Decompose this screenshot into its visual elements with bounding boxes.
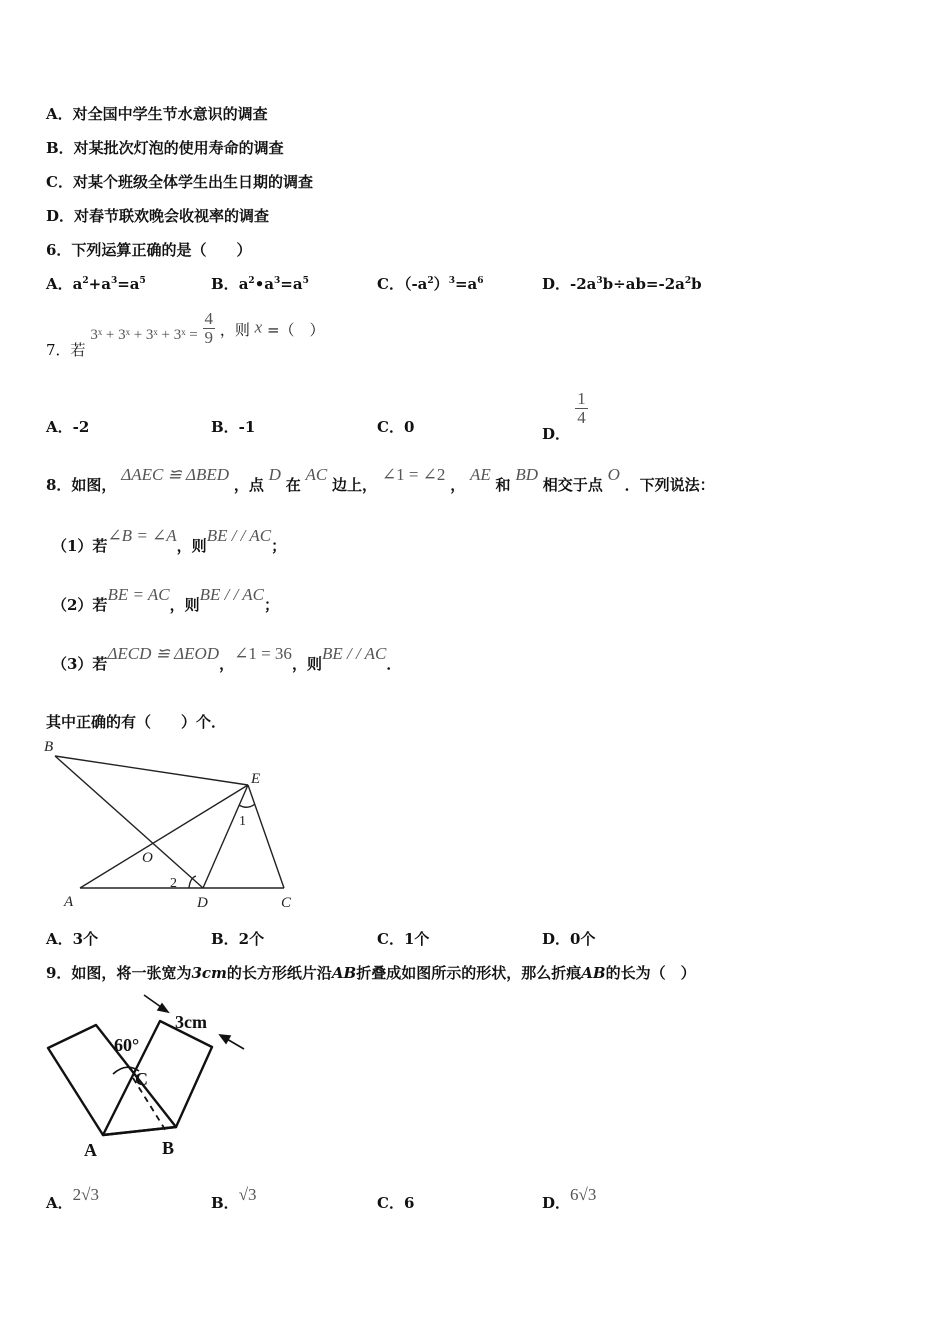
label-B: B [44,739,54,755]
q8-statement-3: （3）若ΔECD ≌ ΔEOD，∠1 = 36，则BE / / AC． [52,644,402,673]
label-A: A [84,1140,97,1160]
label-C: C [281,895,292,911]
seg-EC [248,785,284,888]
label-B: B [162,1138,175,1158]
label-angle-2: 2 [170,876,177,891]
q8-option-a: A．3个 [46,930,99,948]
q5-option-b: B．对某批次灯泡的使用寿命的调查 [46,139,284,157]
q6-stem: 6．下列运算正确的是（ ） [46,241,252,259]
q8-option-c: C．1个 [377,930,430,948]
angle-2-arc [189,876,196,888]
q9-figure [40,990,260,1170]
q9-option-d: D．6√3 [542,1185,597,1212]
q8-option-d: D．0个 [542,930,596,948]
label-E: E [251,771,261,787]
label-C: C [135,1069,148,1089]
q7-option-a: A．-2 [46,418,90,436]
q7-option-b: B．-1 [211,418,256,436]
q8-stem: 8．如图， ΔAEC ≌ ΔBED ，点 D 在 AC 边上， ∠1 = ∠2 ， AE 和 BD 相交于点 O ．下列说法： [46,465,715,494]
q6-option-c: C．$(-a^2)^3=a^6$ [377,275,484,293]
q5-option-a: A．对全国中学生节水意识的调查 [46,105,268,123]
q5-option-c: C．对某个班级全体学生出生日期的调查 [46,173,313,191]
q9-option-c: C．6 [377,1194,415,1212]
angle-1-arc [239,804,255,807]
q8-statement-2: （2）若BE = AC，则BE / / AC； [52,585,280,614]
q9-option-b: B．√3 [211,1185,257,1212]
q7-option-d: D． $\frac{1}{4}$ [542,389,586,443]
q9-stem: 9．如图，将一张宽为3cm的长方形纸片沿AB折叠成如图所示的形状，那么折痕AB的长为（ ） [46,964,696,982]
label-A: A [64,894,74,910]
q9-option-a: A．2√3 [46,1185,99,1212]
q6-option-b: B．$a^2•a^3=a^5$ [211,275,309,293]
q5-option-d: D．对春节联欢晚会收视率的调查 [46,207,270,225]
q7-stem: 7．若 3ˣ + 3ˣ + 3ˣ + 3ˣ = $\frac{4}{9}$ ，则 x =（ ） [46,309,325,359]
seg-BE [55,756,248,785]
q6-option-d: D．$-2a^3b\div ab=-2a^2b$ [542,275,702,293]
q8-option-b: B．2个 [211,930,265,948]
q7-fraction: $\frac{4}{9}$ [204,309,214,347]
label-O: O [142,850,153,866]
q8-statement-1: （1）若∠B = ∠A，则BE / / AC； [52,526,287,555]
seg-BD [55,756,203,888]
label-3cm: 3cm [175,1012,207,1032]
label-D: D [197,895,208,911]
q8-question: 其中正确的有（ ）个． [46,713,227,731]
label-angle-1: 1 [239,814,246,829]
seg-DE [203,785,248,888]
label-60-degree: 60° [114,1035,140,1055]
q7-option-c: C．0 [377,418,415,436]
q6-option-a: A．$a^2+a^3=a^5$ [46,275,146,293]
q8-figure [40,735,310,915]
